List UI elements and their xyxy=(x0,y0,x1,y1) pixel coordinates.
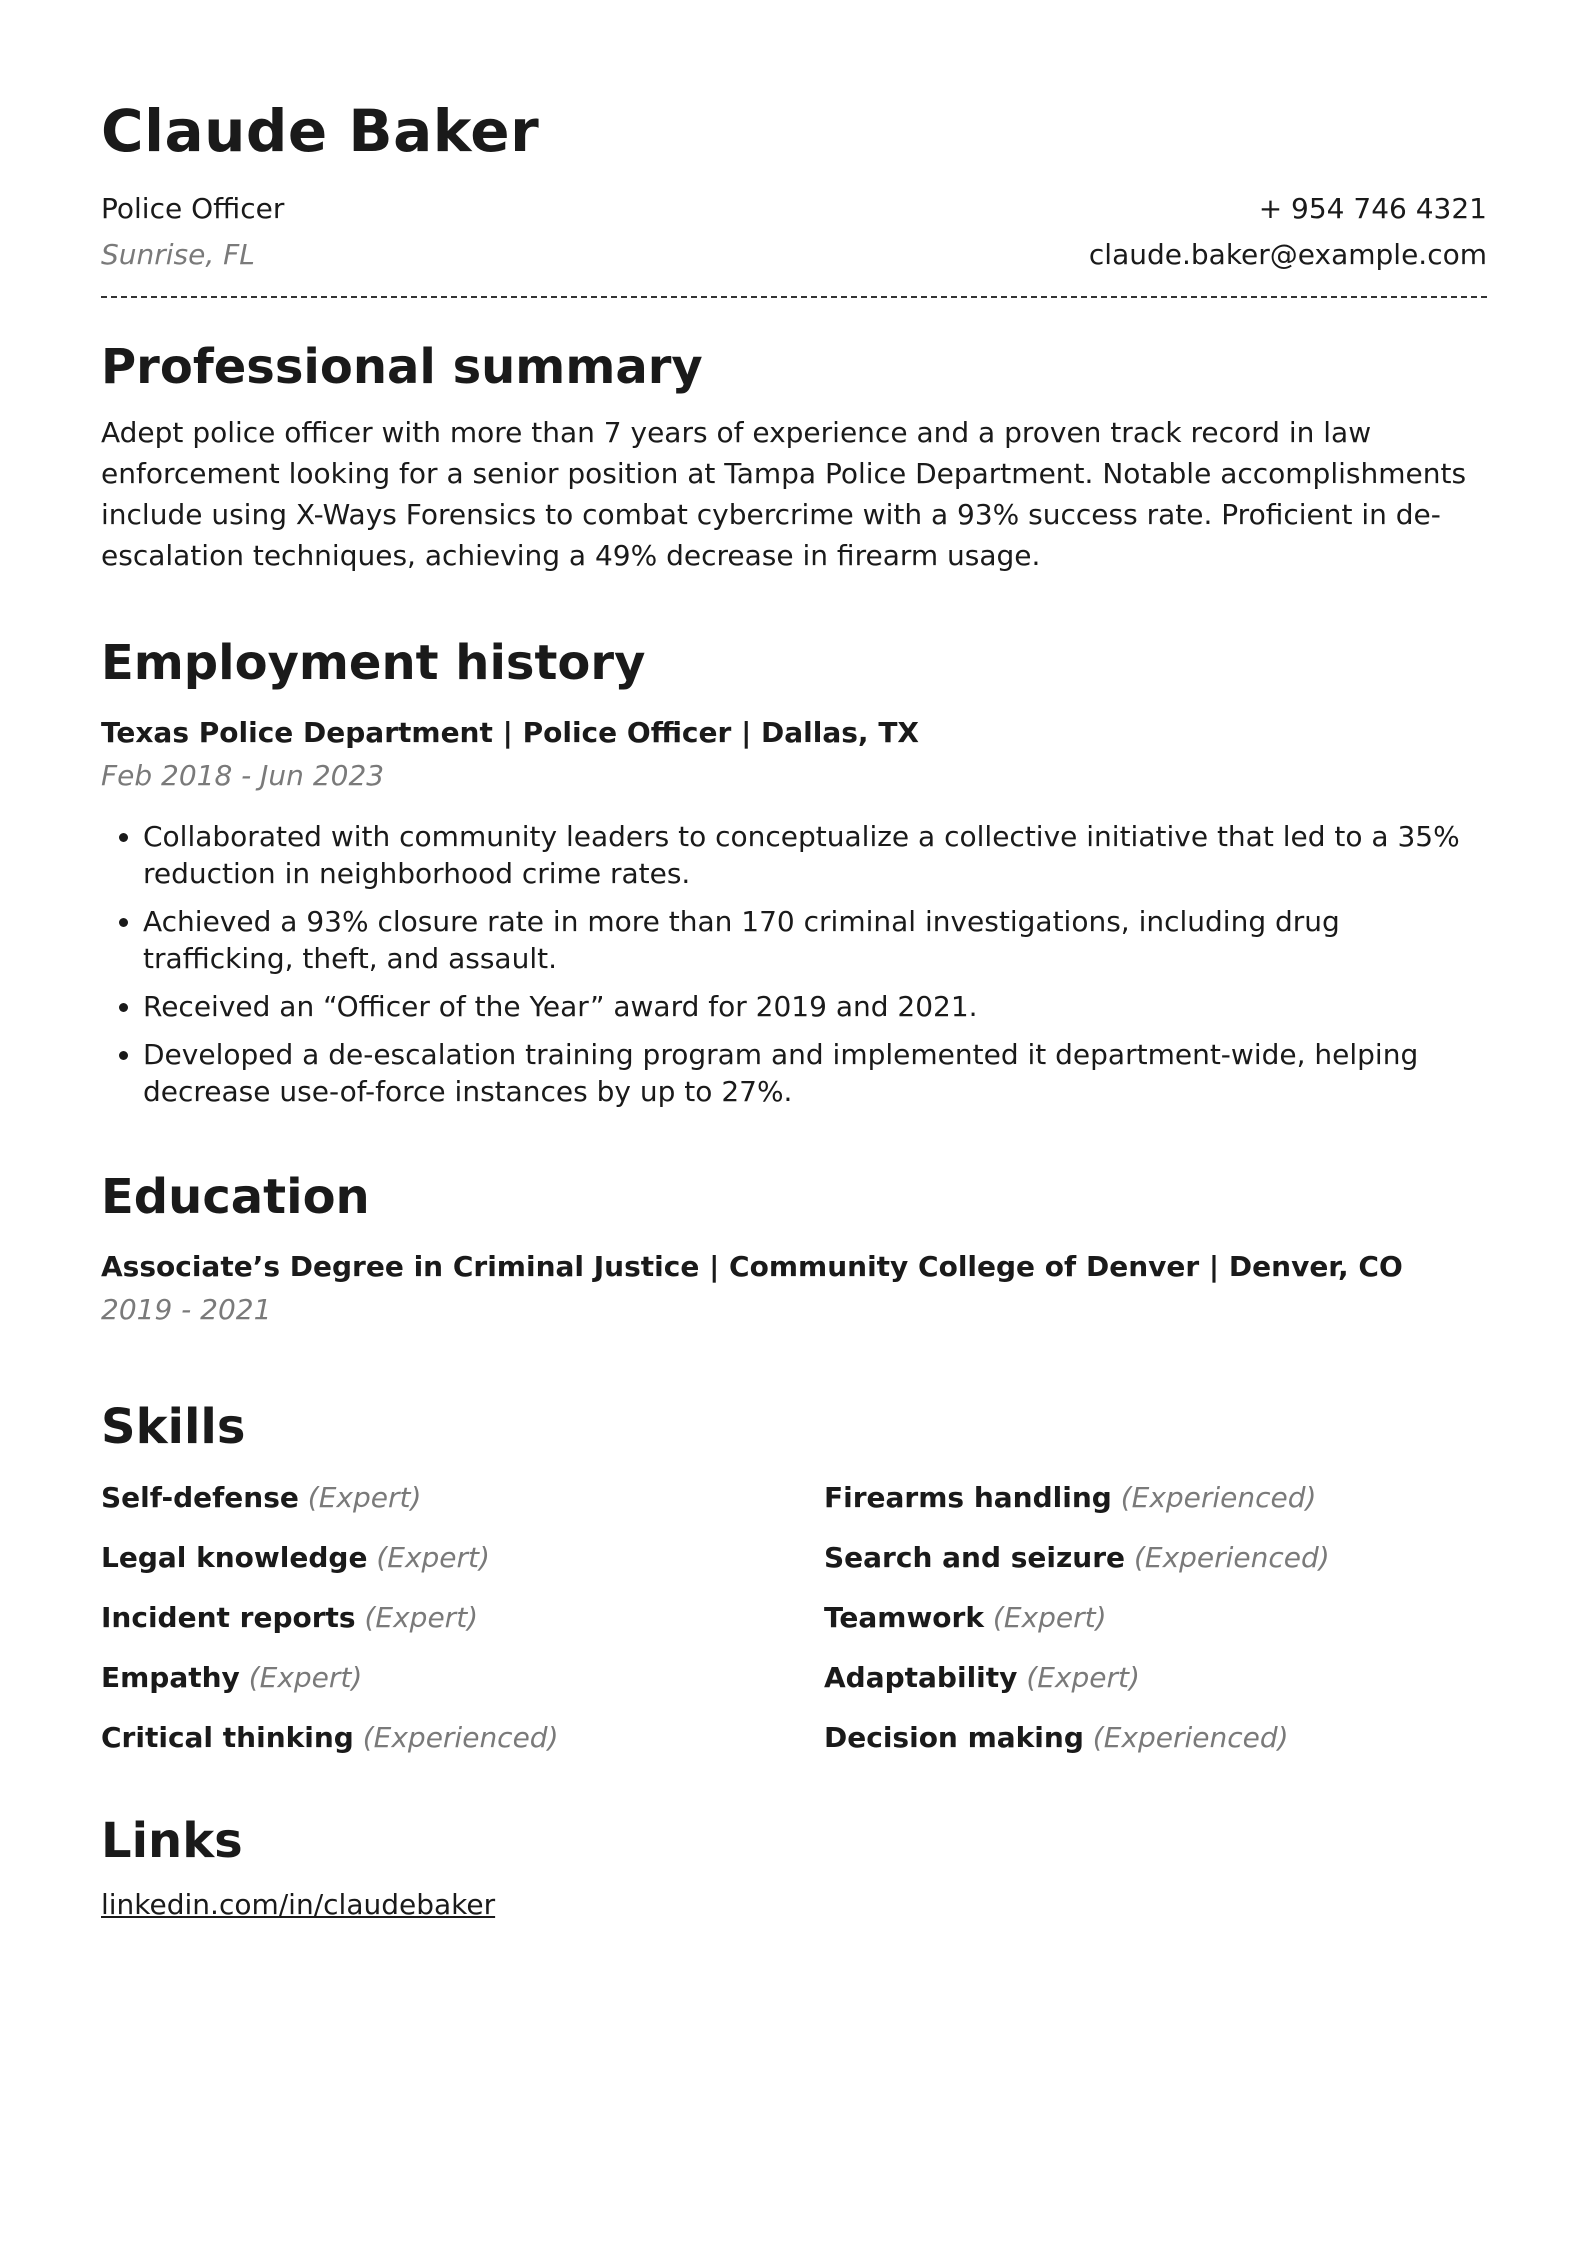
skill-name: Self-defense xyxy=(101,1481,299,1514)
professional-summary-section xyxy=(101,338,1487,576)
education-section xyxy=(101,1168,1487,1332)
contact-right xyxy=(1089,186,1487,278)
email-address: claude.baker@example.com xyxy=(1088,238,1487,271)
skill-item xyxy=(101,1468,824,1528)
section-heading: Links xyxy=(101,1813,243,1869)
job-entry xyxy=(101,712,1487,1110)
skills-section xyxy=(101,1398,1487,1768)
header-divider xyxy=(101,296,1487,298)
skill-name: Incident reports xyxy=(101,1601,356,1634)
skill-item xyxy=(101,1648,824,1708)
education-dates: 2019 - 2021 xyxy=(101,1293,272,1326)
job-bullets xyxy=(101,818,1487,1110)
contact-left xyxy=(101,186,284,278)
skill-name: Adaptability xyxy=(824,1661,1018,1694)
section-heading: Education xyxy=(101,1169,370,1225)
skill-level: (Expert) xyxy=(307,1481,422,1514)
skill-level: (Experienced) xyxy=(1133,1541,1330,1574)
skill-name: Legal knowledge xyxy=(101,1541,368,1574)
skill-item xyxy=(824,1708,1487,1768)
job-header: Texas Police Department | Police Officer | Dallas, TX xyxy=(101,716,920,749)
skill-level: (Expert) xyxy=(364,1601,479,1634)
skill-name: Firearms handling xyxy=(824,1481,1112,1514)
section-heading: Employment history xyxy=(101,635,646,691)
linkedin-link[interactable]: linkedin.com/in/claudebaker xyxy=(101,1888,496,1921)
phone-number: + 954 746 4321 xyxy=(1258,192,1487,225)
skill-level: (Experienced) xyxy=(1120,1481,1317,1514)
job-title: Police Officer xyxy=(101,192,285,225)
skill-item xyxy=(824,1528,1487,1588)
skill-item xyxy=(101,1708,824,1768)
skill-level: (Experienced) xyxy=(362,1721,559,1754)
list-item: • Developed a de-escalation training program and implemented it department-wide, helping decrease use-of-force instances by up to 27%. xyxy=(143,1036,1487,1110)
skill-item xyxy=(824,1588,1487,1648)
section-heading: Professional summary xyxy=(101,339,703,395)
summary-text: Adept police officer with more than 7 years of experience and a proven track record in law enforcement looking for a senior position at Tampa Police Department. Notable accomplishments include using X-Ways Forensics to combat cybercrime with a 93% success rate. Proficient in de-escalation techniques, achieving a 49% decrease in firearm usage. xyxy=(101,416,1467,572)
skill-level: (Experienced) xyxy=(1092,1721,1289,1754)
skill-item xyxy=(101,1588,824,1648)
list-item: • Achieved a 93% closure rate in more than 170 criminal investigations, including drug trafficking, theft, and assault. xyxy=(143,903,1487,977)
location: Sunrise, FL xyxy=(101,238,255,271)
skill-item xyxy=(101,1528,824,1588)
list-item: • Collaborated with community leaders to conceptualize a collective initiative that led to a 35% reduction in neighborhood crime rates. xyxy=(143,818,1487,892)
links-section xyxy=(101,1812,1487,1926)
skill-level: (Expert) xyxy=(1026,1661,1140,1694)
skill-item xyxy=(824,1648,1487,1708)
contact-block xyxy=(101,186,1487,278)
education-header: Associate’s Degree in Criminal Justice | Community College of Denver | Denver, CO xyxy=(101,1250,1403,1283)
skill-name: Search and seizure xyxy=(824,1541,1126,1574)
employment-history-section xyxy=(101,634,1487,1110)
skill-name: Empathy xyxy=(101,1661,240,1694)
skill-level: (Expert) xyxy=(248,1661,363,1694)
candidate-name: Claude Baker xyxy=(101,97,540,165)
skill-level: (Expert) xyxy=(376,1541,490,1574)
section-heading: Skills xyxy=(101,1399,246,1455)
skill-level: (Expert) xyxy=(992,1601,1107,1634)
skill-name: Decision making xyxy=(824,1721,1084,1754)
list-item: • Received an “Officer of the Year” award for 2019 and 2021. xyxy=(143,988,1487,1025)
education-entry xyxy=(101,1246,1487,1332)
skills-grid xyxy=(101,1468,1487,1768)
job-dates: Feb 2018 - Jun 2023 xyxy=(101,759,385,792)
skill-name: Teamwork xyxy=(824,1601,984,1634)
skill-name: Critical thinking xyxy=(101,1721,354,1754)
skill-item xyxy=(824,1468,1487,1528)
